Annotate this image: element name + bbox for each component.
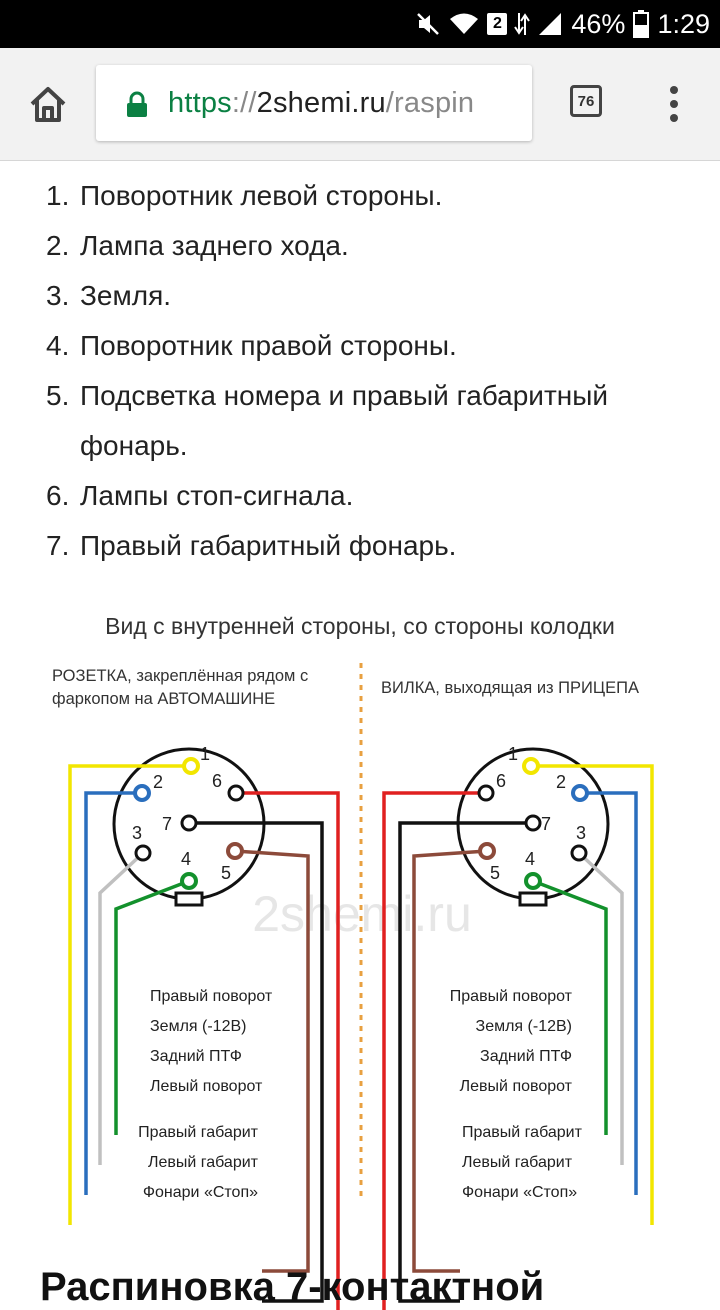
url-path: /raspin bbox=[385, 87, 475, 119]
list-item-number: 7. bbox=[46, 530, 70, 561]
list-item bbox=[0, 171, 640, 221]
socket-label-stop-lights: Фонари «Стоп» bbox=[142, 1184, 258, 1201]
sim-slot-badge: 2 bbox=[487, 13, 507, 35]
plug-label-right-turn: Правый поворот bbox=[449, 988, 572, 1005]
plug-pin-label-4: 4 bbox=[525, 849, 536, 869]
list-item bbox=[0, 521, 640, 571]
socket-caption-line2: фаркопом на АВТОМАШИНЕ bbox=[52, 690, 276, 708]
home-button[interactable] bbox=[24, 80, 72, 128]
url-scheme: https bbox=[168, 87, 232, 119]
list-item-text: Земля. bbox=[80, 280, 172, 311]
data-transfer-icon bbox=[515, 11, 529, 37]
list-item-number: 1. bbox=[46, 180, 70, 211]
status-icons bbox=[415, 0, 710, 48]
wire-blue-plug bbox=[580, 793, 636, 1195]
socket-pin-3 bbox=[136, 846, 150, 860]
wire-blue-socket bbox=[86, 793, 142, 1195]
url-separator: :// bbox=[231, 87, 257, 119]
plug-wire-labels bbox=[450, 988, 583, 1201]
wire-green-plug bbox=[533, 881, 606, 1135]
plug-label-left-turn: Левый поворот bbox=[459, 1078, 572, 1095]
overflow-menu-button[interactable] bbox=[662, 84, 686, 124]
plug-pin-label-5: 5 bbox=[490, 863, 501, 883]
list-item-text: Поворотник левой стороны. bbox=[80, 180, 443, 211]
socket-pin-label-6: 6 bbox=[212, 771, 223, 791]
plug-pin-5 bbox=[480, 844, 494, 858]
socket-pin-label-4: 4 bbox=[181, 849, 192, 869]
plug-pin-label-1: 1 bbox=[508, 744, 519, 764]
plug-pin-2 bbox=[573, 786, 587, 800]
socket-pin-1 bbox=[184, 759, 198, 773]
socket-pin-label-7: 7 bbox=[162, 814, 173, 834]
socket-label-right-marker: Правый габарит bbox=[138, 1124, 258, 1141]
next-section-heading: Распиновка 7-контактной bbox=[40, 1265, 545, 1309]
clock: 1:29 bbox=[657, 8, 710, 39]
mute-icon bbox=[415, 11, 441, 37]
socket-key bbox=[176, 893, 202, 905]
socket-pin-5 bbox=[228, 844, 242, 858]
wifi-icon bbox=[449, 12, 479, 36]
list-item-text: Лампа заднего хода. bbox=[80, 230, 349, 261]
socket-pin-4 bbox=[182, 874, 196, 888]
plug-label-rear-fog: Задний ПТФ bbox=[480, 1048, 572, 1065]
socket-label-left-marker: Левый габарит bbox=[147, 1154, 258, 1171]
socket-pin-label-1: 1 bbox=[200, 744, 211, 764]
list-item bbox=[0, 221, 640, 271]
plug-pin-4 bbox=[526, 874, 540, 888]
status-bar bbox=[0, 0, 720, 48]
socket-pin-label-5: 5 bbox=[221, 863, 232, 883]
lock-icon bbox=[126, 92, 148, 123]
plug-pin-label-7: 7 bbox=[541, 814, 552, 834]
url-host: 2shemi.ru bbox=[256, 87, 386, 119]
plug-label-left-marker: Левый габарит bbox=[462, 1154, 573, 1171]
socket-pin-7 bbox=[182, 816, 196, 830]
plug-pin-label-2: 2 bbox=[556, 772, 567, 792]
diagram-title: Вид с внутренней стороны, со стороны колодки bbox=[105, 613, 615, 639]
list-item-number: 3. bbox=[46, 280, 70, 311]
url-text bbox=[168, 87, 474, 120]
socket-label-left-turn: Левый поворот bbox=[150, 1078, 263, 1095]
tab-switcher-button[interactable]: 76 bbox=[570, 85, 602, 117]
plug-pin-1 bbox=[524, 759, 538, 773]
plug-label-stop-lights: Фонари «Стоп» bbox=[462, 1184, 578, 1201]
list-item-text: Поворотник правой стороны. bbox=[80, 330, 457, 361]
pin-list bbox=[0, 171, 640, 571]
list-item-number: 2. bbox=[46, 230, 70, 261]
plug-pin-label-6: 6 bbox=[496, 771, 507, 791]
socket-label-right-turn: Правый поворот bbox=[150, 988, 273, 1005]
connector-wiring-diagram bbox=[0, 601, 720, 1211]
socket-pin-label-2: 2 bbox=[153, 772, 164, 792]
plug-caption: ВИЛКА, выходящая из ПРИЦЕПА bbox=[381, 679, 639, 697]
browser-toolbar bbox=[0, 48, 720, 161]
page-content bbox=[0, 161, 720, 1309]
list-item-number: 5. bbox=[46, 380, 70, 411]
list-item-text: Правый габаритный фонарь. bbox=[80, 530, 457, 561]
plug-label-ground: Земля (-12В) bbox=[475, 1018, 572, 1035]
home-icon bbox=[24, 80, 72, 128]
plug-key bbox=[520, 893, 546, 905]
watermark: 2shemi.ru bbox=[252, 886, 472, 942]
plug-pin-3 bbox=[572, 846, 586, 860]
socket-pin-2 bbox=[135, 786, 149, 800]
socket-label-ground: Земля (-12В) bbox=[150, 1018, 247, 1035]
list-item bbox=[0, 321, 640, 371]
plug-pin-7 bbox=[526, 816, 540, 830]
plug-pin-6 bbox=[479, 786, 493, 800]
socket-pin-6 bbox=[229, 786, 243, 800]
signal-icon bbox=[537, 11, 563, 37]
list-item-number: 4. bbox=[46, 330, 70, 361]
socket-caption-line1: РОЗЕТКА, закреплённая рядом с bbox=[52, 667, 309, 685]
battery-icon bbox=[633, 10, 649, 38]
socket-pin-label-3: 3 bbox=[132, 823, 143, 843]
socket-wire-labels bbox=[138, 988, 273, 1201]
list-item-number: 6. bbox=[46, 480, 70, 511]
list-item-text: Лампы стоп-сигнала. bbox=[80, 480, 354, 511]
list-item bbox=[0, 271, 640, 321]
address-bar[interactable] bbox=[96, 65, 532, 141]
socket-label-rear-fog: Задний ПТФ bbox=[150, 1048, 242, 1065]
plug-label-right-marker: Правый габарит bbox=[462, 1124, 582, 1141]
list-item bbox=[0, 471, 640, 521]
wire-green-socket bbox=[116, 881, 189, 1135]
battery-percent: 46% bbox=[571, 8, 626, 39]
more-vert-icon bbox=[662, 84, 686, 124]
plug-pin-label-3: 3 bbox=[576, 823, 587, 843]
list-item-text: Подсветка номера и правый габаритный фонарь. bbox=[80, 380, 608, 461]
list-item bbox=[0, 371, 640, 471]
